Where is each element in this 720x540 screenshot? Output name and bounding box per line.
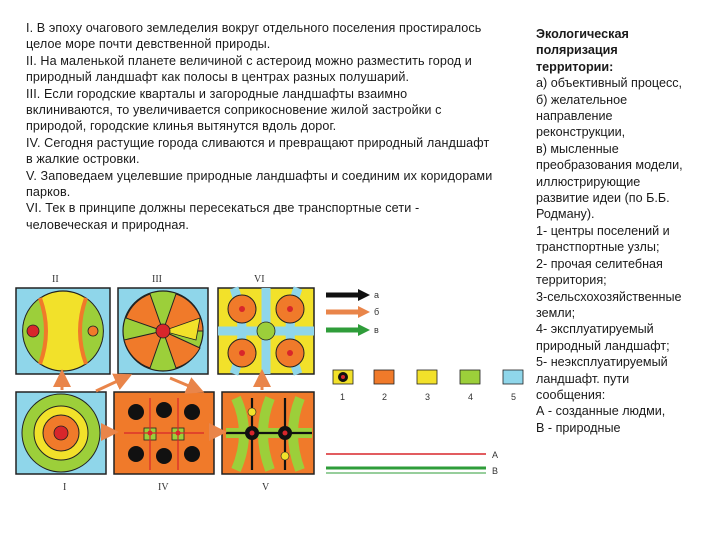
- legend-number-1: 1: [340, 392, 346, 402]
- right-line: направление: [536, 109, 613, 124]
- paragraph-4: IV. Сегодня растущие города сливаются и превращают природный ландшафт в жалкие островки.: [26, 135, 490, 167]
- paragraph-5: V. Заповедаем уцелевшие природные ландшафты и соединим их коридорами парков.: [26, 168, 493, 200]
- paragraph-3: III. Если городские кварталы и загородные ландшафты взаимно вклиниваются, то увеличивается соприкосновение жилой застройки с природой, городские клинья вытянутся вдоль дорог.: [26, 86, 442, 134]
- right-line: а) объективный процесс,: [536, 76, 683, 91]
- panel-v: [222, 392, 314, 474]
- panel-i: [16, 392, 106, 474]
- panel-ii: [16, 288, 110, 374]
- heading-line-1: Экологическая: [536, 27, 629, 41]
- legend-number-3: 3: [425, 392, 431, 402]
- right-line: территория;: [536, 273, 607, 288]
- right-line: 1- центры поселений и: [536, 223, 670, 238]
- arrow-label-v: в: [374, 325, 379, 335]
- right-line: земли;: [536, 305, 576, 320]
- right-line: 5- неэксплуатируемый: [536, 355, 668, 370]
- legend-number-4: 4: [468, 392, 474, 402]
- right-line: 3-сельсхохозяйственные: [536, 289, 682, 304]
- panel-iv: [114, 392, 214, 474]
- right-line: транстпортные узлы;: [536, 240, 660, 255]
- line-legend: [326, 450, 498, 476]
- right-line: 4- эксплуатируемый: [536, 322, 654, 337]
- line-label-a: А: [492, 450, 499, 460]
- right-line: б) желательное: [536, 92, 628, 107]
- arrow-label-a: а: [374, 290, 380, 300]
- paragraph-1: I. В эпоху очагового земледелия вокруг отдельного поселения простиралось целое море почти девственной природы.: [26, 21, 482, 52]
- right-line: преобразования модели,: [536, 158, 683, 173]
- color-legend: [333, 370, 523, 402]
- right-line: А - созданные людми,: [536, 404, 666, 419]
- panel-vi: [218, 288, 314, 374]
- right-line: развитие идеи (по Б.Б.: [536, 191, 670, 206]
- right-line: реконструкции,: [536, 125, 626, 140]
- right-line: Родману).: [536, 207, 595, 222]
- panel-label-i: I: [63, 482, 67, 493]
- heading-line-2: поляризация: [536, 43, 618, 58]
- arrow-legend: [326, 289, 379, 336]
- right-line: В - природные: [536, 420, 621, 435]
- panel-label-iv: IV: [158, 482, 169, 493]
- arrow-i-to-iii: [96, 378, 124, 391]
- right-line: 2- прочая селитебная: [536, 256, 663, 271]
- panel-label-ii: II: [52, 274, 59, 285]
- panel-iii: [118, 288, 208, 374]
- paragraph-6: VI. Тек в принципе должны пересекаться две транспортные сети - человеческая и природная.: [26, 201, 420, 232]
- legend-number-2: 2: [382, 392, 388, 402]
- right-line: ландшафт. пути: [536, 371, 630, 386]
- right-line: природный ландшафт;: [536, 338, 670, 353]
- arrow-iii-to-v: [170, 378, 196, 389]
- right-line: сообщения:: [536, 387, 606, 402]
- right-line: в) мысленные: [536, 141, 619, 156]
- legend-number-5: 5: [511, 392, 517, 402]
- panel-label-vi: VI: [254, 274, 265, 285]
- arrow-label-b: б: [374, 307, 380, 317]
- right-line: иллюстрирующие: [536, 174, 641, 189]
- panel-label-iii: III: [152, 274, 162, 285]
- heading-line-3: территории:: [536, 59, 614, 74]
- line-label-b: В: [492, 466, 499, 476]
- paragraph-2: II. На маленькой планете величиной с астероид можно разместить город и природный ландшафт как полосы в центрах разных полушарий.: [26, 53, 472, 85]
- panel-label-v: V: [262, 482, 270, 493]
